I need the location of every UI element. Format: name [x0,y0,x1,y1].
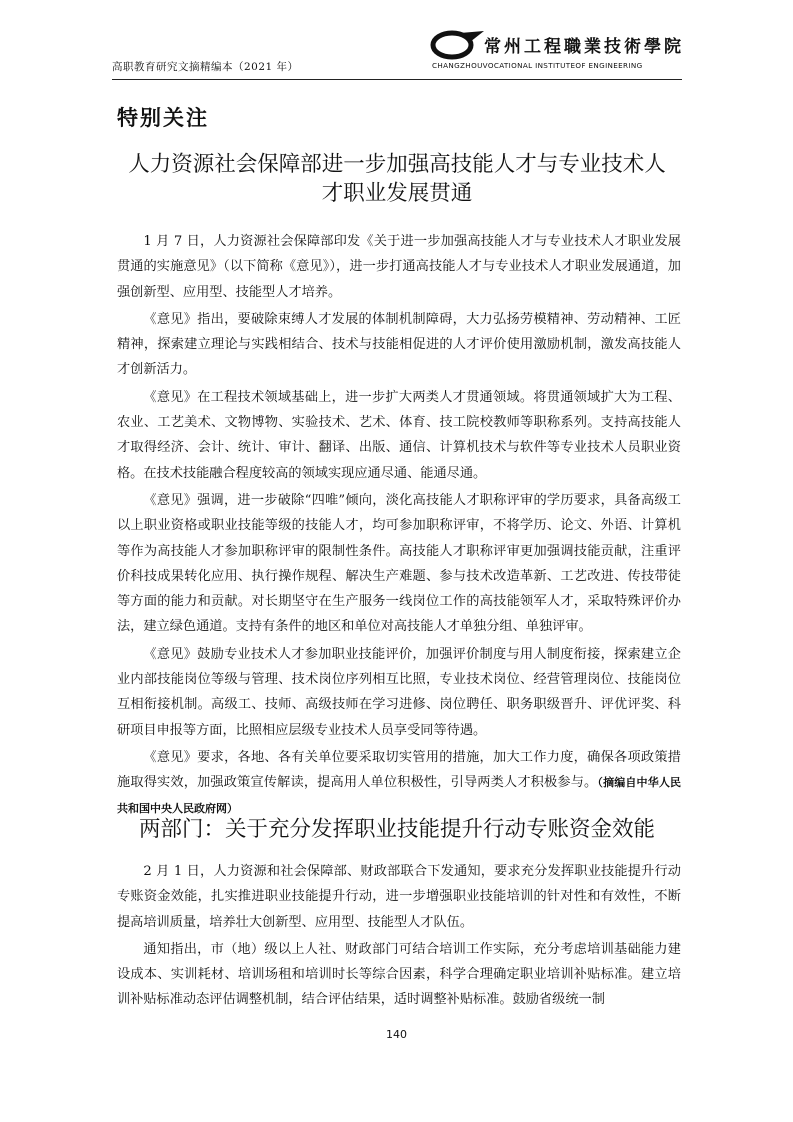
article1-paragraph: 1 月 7 日，人力资源社会保障部印发《关于进一步加强高技能人才与专业技术人才职业发展贯通的实施意见》（以下简称《意见》），进一步打通高技能人才与专业技术人才职业发展通道，加强创新型、应用型、技能型人才培养。 [117,234,681,300]
logo-emblem-icon [430,28,486,62]
article1-paragraph: 《意见》强调，进一步破除“四唯”倾向，淡化高技能人才职称评审的学历要求，具备高级工以上职业资格或职业技能等级的技能人才，均可参加职称评审，不将学历、论文、外语、计算机等作为高技能人才参加职称评审的限制性条件。高技能人才职称评审更加强调技能贡献，注重评价科技成果转化应用、执行操作规程、解决生产难题、参与技术改造革新、工艺改进、传技带徒等方面的能力和贡献。对长期坚守在生产服务一线岗位工作的高技能领军人才，采取特殊评价办法，建立绿色通道。支持有条件的地区和单位对高技能人才单独分组、单独评审。 [117,492,681,635]
article1-paragraph: 《意见》鼓励专业技术人才参加职业技能评价，加强评价制度与用人制度衔接，探索建立企业内部技能岗位等级与管理、技术岗位序列相互比照，专业技术岗位、经营管理岗位、技能岗位互相衔接机制。高级工、技师、高级技师在学习进修、岗位聘任、职务职级晋升、评优评奖、科研项目申报等方面，比照相应层级专业技术人员享受同等待遇。 [117,646,681,738]
journal-title: 高职教育研究文摘精编本（2021 年） [112,61,299,73]
article2-paragraph: 2 月 1 日，人力资源和社会保障部、财政部联合下发通知，要求充分发挥职业技能提升行动专账资金效能，扎实推进职业技能提升行动，进一步增强职业技能培训的针对性和有效性，不断提高培训质量，培养壮大创新型、应用型、技能型人才队伍。 [117,864,681,930]
institution-logo [430,28,682,74]
page-number: 140 [386,1028,407,1041]
article2-body [117,859,681,1015]
article1-title [112,150,682,208]
article1-title-line1: 人力资源社会保障部进一步加强高技能人才与专业技术人 [128,152,666,177]
article1-paragraph: 《意见》在工程技术领域基础上，进一步扩大两类人才贯通领域。将贯通领域扩大为工程、农业、工艺美术、文物博物、实验技术、艺术、体育、技工院校教师等职称系列。支持高技能人才取得经济、会计、统计、审计、翻译、出版、通信、计算机技术与软件等专业技术人员职业资格。在技术技能融合程度较高的领域实现应通尽通、能通尽通。 [117,389,681,481]
article1-paragraph: 《意见》指出，要破除束缚人才发展的体制机制障碍，大力弘扬劳模精神、劳动精神、工匠精神，探索建立理论与实践相结合、技术与技能相促进的人才评价使用激励机制，激发高技能人才创新活力。 [117,311,681,378]
section-label: 特别关注 [117,105,209,130]
article2-title: 两部门：关于充分发挥职业技能提升行动专账资金效能 [138,817,655,842]
institution-name-en: CHANGZHOUVOCATIONAL INSTITUTEOF ENGINEERING [432,61,643,70]
article1-body [117,229,681,823]
article2-paragraph: 通知指出，市（地）级以上人社、财政部门可结合培训工作实际，充分考虑培训基础能力建设成本、实训耗材、培训场租和培训时长等综合因素，科学合理确定职业培训补贴标准。建立培训补贴标准动态评估调整机制，结合评估结果，适时调整补贴标准。鼓励省级统一制 [117,941,681,1008]
article1-source: （摘编自中华人民共和国中央人民政府网） [117,776,682,815]
header-divider [112,79,682,80]
page-header [112,28,682,80]
article1-last-text: 《意见》要求，各地、各有关单位要采取切实管用的措施，加大工作力度，确保各项政策措施取得实效，加强政策宣传解读，提高用人单位积极性，引导两类人才积极参与。 [117,749,681,791]
article1-title-line2: 才职业发展贯通 [321,181,473,206]
institution-name-cn: 常州工程職業技術學院 [484,37,684,57]
article1-last-paragraph [117,745,681,821]
